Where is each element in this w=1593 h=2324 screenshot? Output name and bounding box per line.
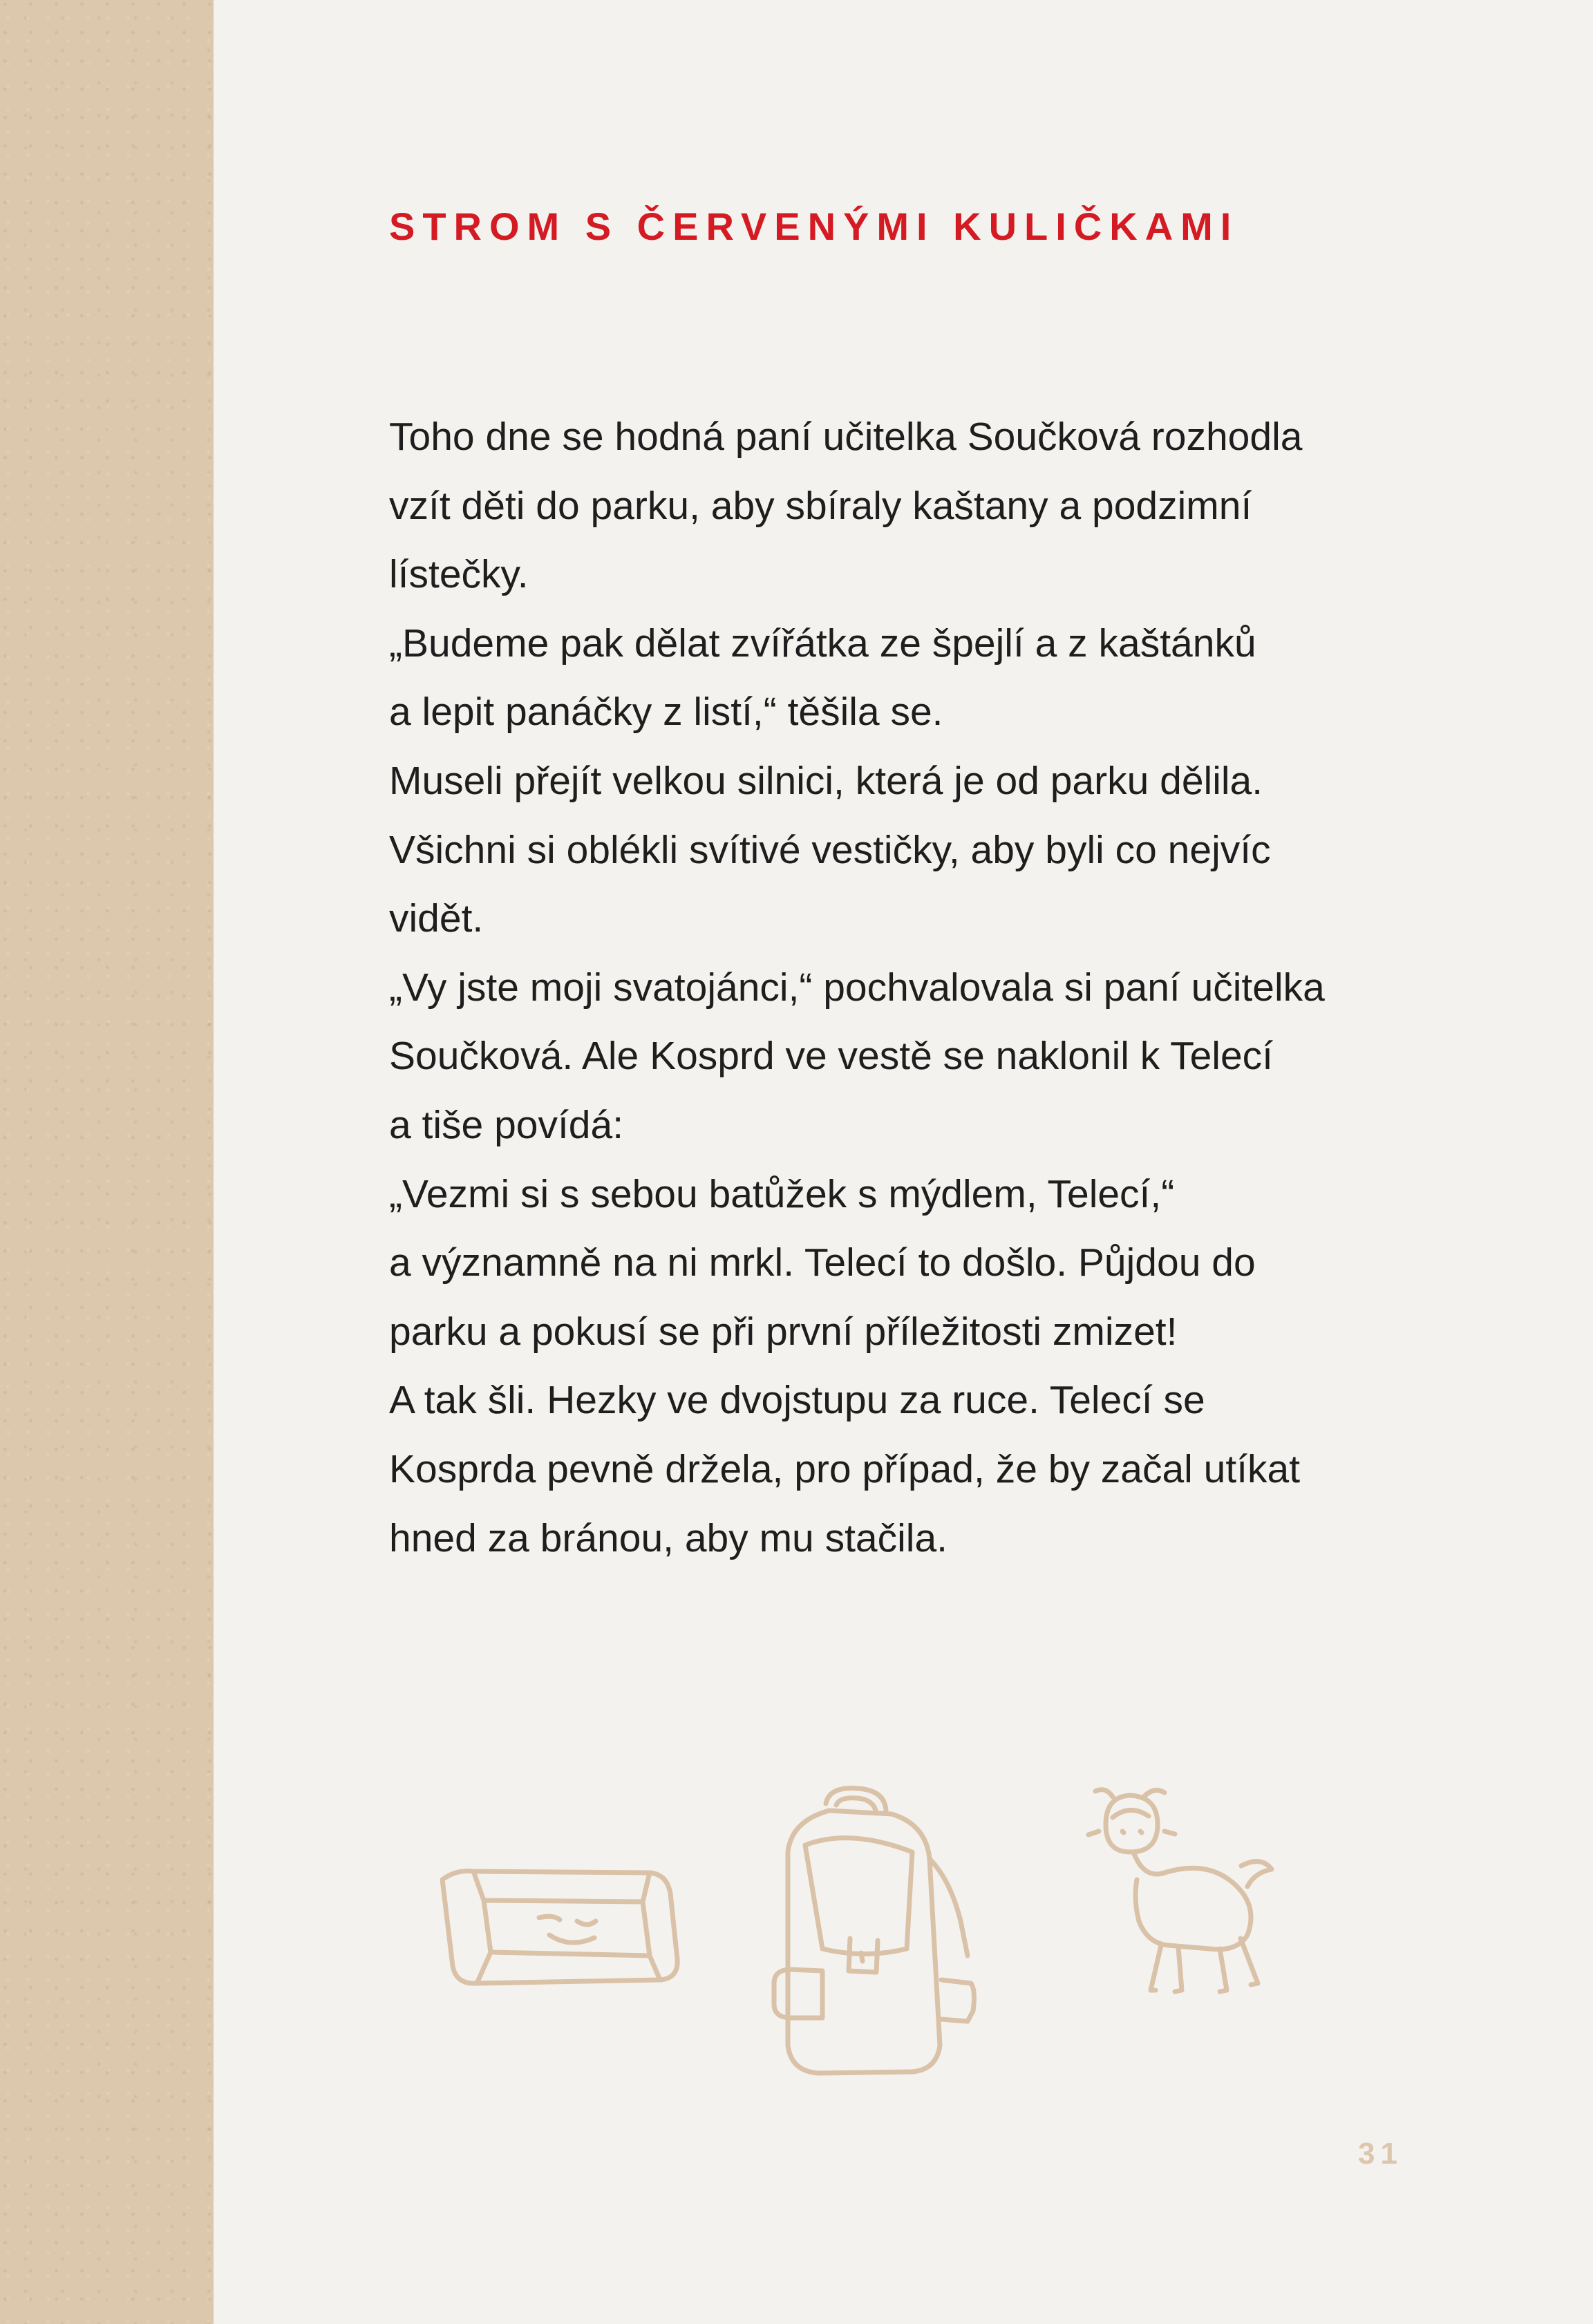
text-line: a tiše povídá: <box>389 1102 624 1147</box>
text-line: A tak šli. Hezky ve dvojstupu za ruce. Telecí se <box>389 1378 1205 1423</box>
book-spine-strip <box>0 0 214 2324</box>
page-number: 31 <box>1358 2137 1403 2171</box>
text-line: „Vy jste moji svatojánci,“ pochvalovala si paní učitelka <box>389 965 1325 1010</box>
text-line: Součková. Ale Kosprd ve vestě se naklonil k Telecí <box>389 1034 1273 1079</box>
text-line: Museli přejít velkou silnici, která je od parku dělila. <box>389 758 1263 803</box>
text-line: „Budeme pak dělat zvířátka ze špejlí a z kaštánků <box>389 621 1256 665</box>
text-line: parku a pokusí se při první příležitosti zmizet! <box>389 1309 1178 1354</box>
text-line: a lepit panáčky z listí,“ těšila se. <box>389 690 943 735</box>
illustrations <box>415 1783 1382 2080</box>
chapter-title: STROM S ČERVENÝMI KULIČKAMI <box>389 205 1239 248</box>
calf-illustration <box>1088 1790 1272 1992</box>
text-line: Toho dne se hodná paní učitelka Součková rozhodla <box>389 415 1303 459</box>
soap-illustration <box>442 1871 677 1984</box>
backpack-illustration <box>774 1788 974 2073</box>
story-text <box>389 403 1460 1573</box>
text-line: vzít děti do parku, aby sbíraly kaštany a podzimní <box>389 483 1252 528</box>
text-line: „Vezmi si s sebou batůžek s mýdlem, Telecí,“ <box>389 1171 1175 1216</box>
text-line: a významně na ni mrkl. Telecí to došlo. Půjdou do <box>389 1240 1256 1285</box>
text-line: Kosprda pevně držela, pro případ, že by začal utíkat <box>389 1446 1301 1491</box>
text-line: Všichni si oblékli svítivé vestičky, aby byli co nejvíc <box>389 827 1271 872</box>
text-line: vidět. <box>389 896 484 941</box>
text-line: lístečky. <box>389 552 529 597</box>
text-line: hned za bránou, aby mu stačila. <box>389 1515 948 1560</box>
